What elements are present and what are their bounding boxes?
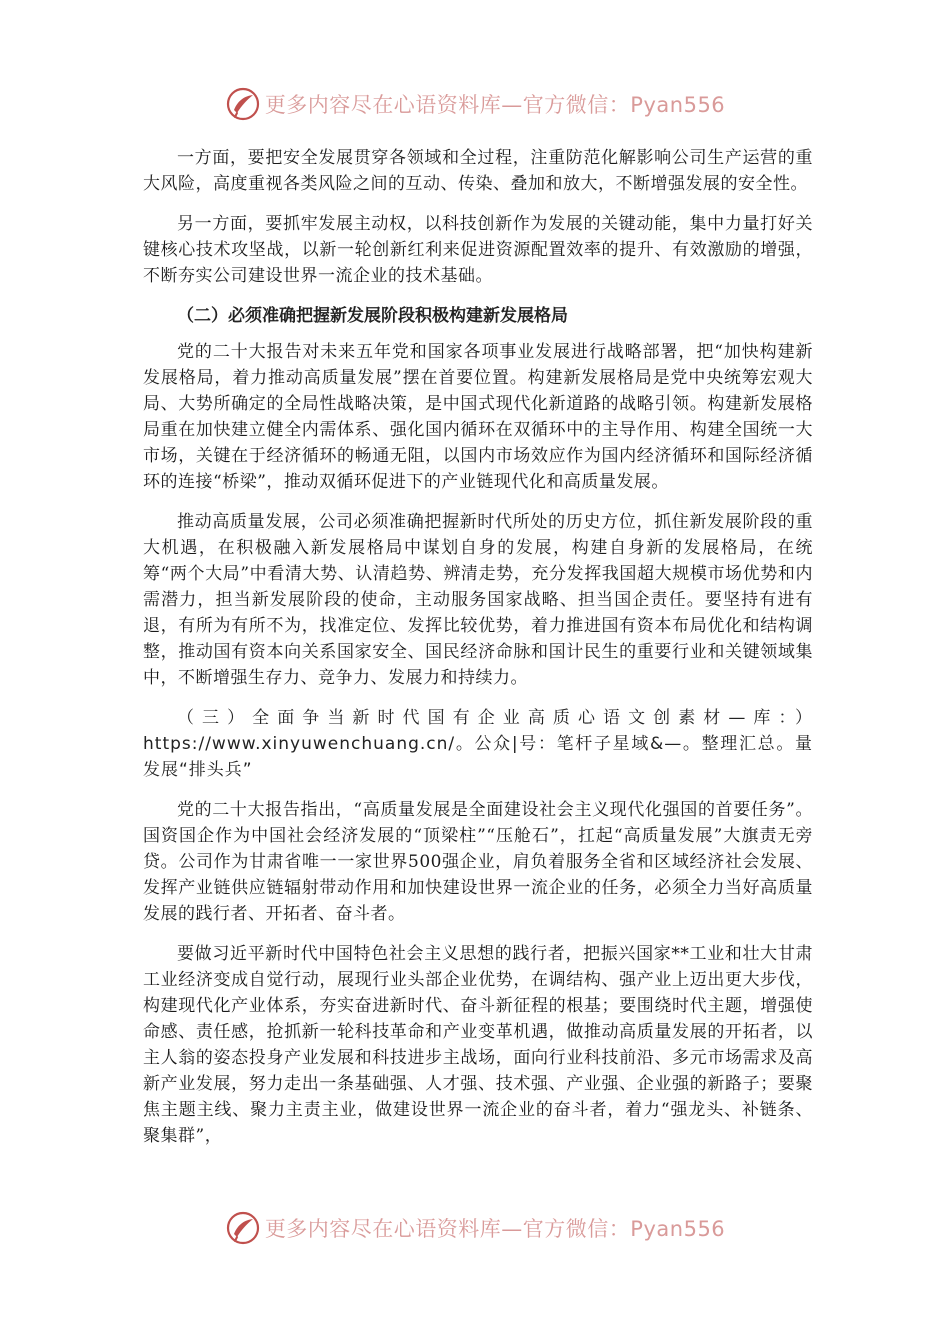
paragraph-5: 党的二十大报告指出，“高质量发展是全面建设社会主义现代化强国的首要任务”。国资国企作为中国社会经济发展的“顶梁柱”“压舱石”，扛起“高质量发展”大旗责无旁贷。公司作为甘肃省唯一一家世界500强企业，肩负着服务全省和区域经济社会发展、发挥产业链供应链辐射带动作用和加快建设世界一流企业的任务，必须全力当好高质量发展的践行者、开拓者、奋斗者。 (143, 800, 813, 924)
banner-text: 更多内容尽在心语资料库—官方微信：Pyan556 (264, 1217, 726, 1241)
paragraph-1: 一方面，要把安全发展贯穿各领域和全过程，注重防范化解影响公司生产运营的重大风险，高度重视各类风险之间的互动、传染、叠加和放大，不断增强发展的安全性。 (143, 148, 813, 194)
xinyu-logo-icon (225, 86, 261, 122)
paragraph-4: 推动高质量发展，公司必须准确把握新时代所处的历史方位，抓住新发展阶段的重大机遇，在积极融入新发展格局中谋划自身的发展，构建自身新的发展格局，在统筹“两个大局”中看清大势、认清趋势、辨清走势，充分发挥我国超大规模市场优势和内需潜力，担当新发展阶段的使命，主动服务国家战略、担当国企责任。要坚持有进有退，有所为有所不为，找准定位、发挥比较优势，着力推进国有资本布局优化和结构调整，推动国有资本向关系国家安全、国民经济命脉和国计民生的重要行业和关键领域集中，不断增强生存力、竞争力、发展力和持续力。 (143, 512, 813, 688)
paragraph-3: 党的二十大报告对未来五年党和国家各项事业发展进行战略部署，把“加快构建新发展格局，着力推动高质量发展”摆在首要位置。构建新发展格局是党中央统筹宏观大局、大势所确定的全局性战略决策，是中国式现代化新道路的战略引领。构建新发展格局重在加快建立健全内需体系、强化国内循环在双循环中的主导作用、构建全国统一大市场，关键在于经济循环的畅通无阻，以国内市场效应作为国内经济循环和国际经济循环的连接“桥梁”，推动双循环促进下的产业链现代化和高质量发展。 (143, 342, 813, 492)
paragraph-2: 另一方面，要抓牢发展主动权，以科技创新作为发展的关键动能，集中力量打好关键核心技术攻坚战，以新一轮创新红利来促进资源配置效率的提升、有效激励的增强，不断夯实公司建设世界一流企业的技术基础。 (143, 214, 813, 286)
section-heading-3: （三）全面争当新时代国有企业高质心语文创素材—库：）https://www.xinyuwenchuang.cn/。公众|号：笔杆子星域&—。整理汇总。量发展“排头兵” (143, 708, 813, 780)
section-heading-2: （二）必须准确把握新发展阶段积极构建新发展格局 (177, 306, 568, 326)
footer-banner (0, 1206, 950, 1250)
xinyu-logo-icon (225, 1210, 261, 1246)
paragraph-6: 要做习近平新时代中国特色社会主义思想的践行者，把振兴国家**工业和壮大甘肃工业经济变成自觉行动，展现行业头部企业优势，在调结构、强产业上迈出更大步伐，构建现代化产业体系，夯实奋进新时代、奋斗新征程的根基；要围绕时代主题，增强使命感、责任感，抢抓新一轮科技革命和产业变革机遇，做推动高质量发展的开拓者，以主人翁的姿态投身产业发展和科技进步主战场，面向行业科技前沿、多元市场需求及高新产业发展，努力走出一条基础强、人才强、技术强、产业强、企业强的新路子；要聚焦主题主线、聚力主责主业，做建设世界一流企业的奋斗者，着力“强龙头、补链条、聚集群”， (143, 944, 813, 1146)
banner-text: 更多内容尽在心语资料库—官方微信：Pyan556 (264, 93, 726, 117)
header-banner (0, 82, 950, 126)
document-body (143, 145, 813, 1163)
